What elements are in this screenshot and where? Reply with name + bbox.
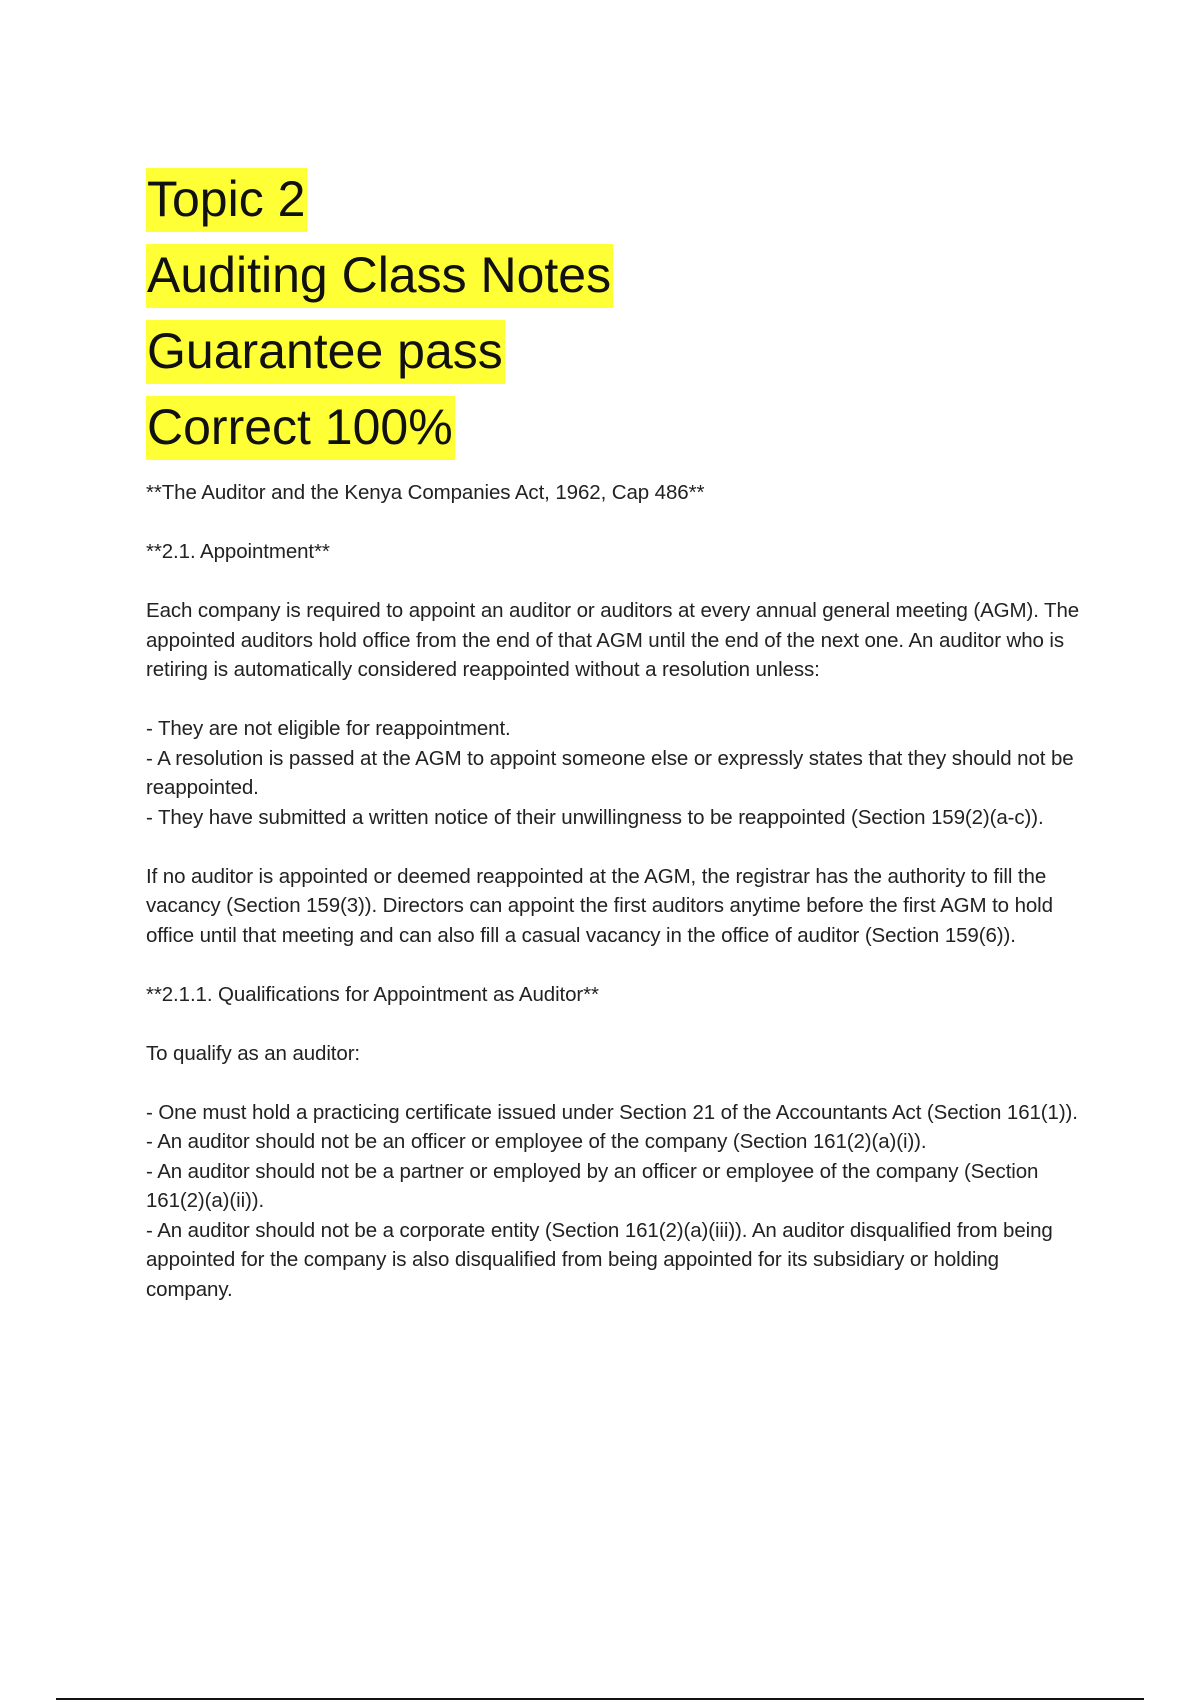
title-topic-text: Topic 2 bbox=[146, 168, 307, 232]
list-item: - An auditor should not be an officer or employee of the company (Section 161(2)(a)(i)). bbox=[146, 1130, 927, 1153]
title-correct-text: Correct 100% bbox=[146, 396, 455, 460]
paragraph-qualify-intro: To qualify as an auditor: bbox=[146, 1041, 361, 1065]
paragraph-appointment-intro: Each company is required to appoint an auditor or auditors at every annual general meeting (AGM). The appointed auditors hold office from the end of that AGM until the end of the next one. An auditor who is retiring is automatically considered reappointed without a resolution unless: bbox=[146, 599, 1080, 681]
title-class-notes bbox=[146, 246, 1086, 322]
heading-companies-act: **The Auditor and the Kenya Companies Act, 1962, Cap 486** bbox=[146, 481, 705, 504]
paragraph-registrar: If no auditor is appointed or deemed reappointed at the AGM, the registrar has the authority to fill the vacancy (Section 159(3)). Directors can appoint the first auditors anytime before the first AGM to hold office until that meeting and can also fill a casual vacancy in the office of auditor (Section 159(6)). bbox=[146, 864, 1053, 947]
title-topic bbox=[146, 170, 1086, 246]
title-correct bbox=[146, 398, 1086, 474]
title-guarantee bbox=[146, 322, 1086, 398]
list-item: - They have submitted a written notice of their unwillingness to be reappointed (Section 159(2)(a-c)). bbox=[146, 805, 1044, 829]
list-item: - One must hold a practicing certificate issued under Section 21 of the Accountants Act (Section 161(1)). bbox=[146, 1100, 1078, 1124]
heading-qualifications: **2.1.1. Qualifications for Appointment as Auditor** bbox=[146, 982, 599, 1006]
title-class-notes-text: Auditing Class Notes bbox=[146, 244, 613, 308]
list-item: - A resolution is passed at the AGM to appoint someone else or expressly states that they should not be reappointed. bbox=[146, 746, 1074, 799]
list-item: - An auditor should not be a partner or employed by an officer or employee of the company (Section 161(2)(a)(ii)). bbox=[146, 1159, 1039, 1212]
list-item: - An auditor should not be a corporate entity (Section 161(2)(a)(iii)). An auditor disqualified from being appointed for the company is also disqualified from being appointed for its subsidiary or holding company. bbox=[146, 1218, 1053, 1301]
title-guarantee-text: Guarantee pass bbox=[146, 320, 505, 384]
list-item: - They are not eligible for reappointment. bbox=[146, 717, 511, 740]
document-page bbox=[146, 170, 1086, 1304]
heading-appointment: **2.1. Appointment** bbox=[146, 540, 330, 563]
